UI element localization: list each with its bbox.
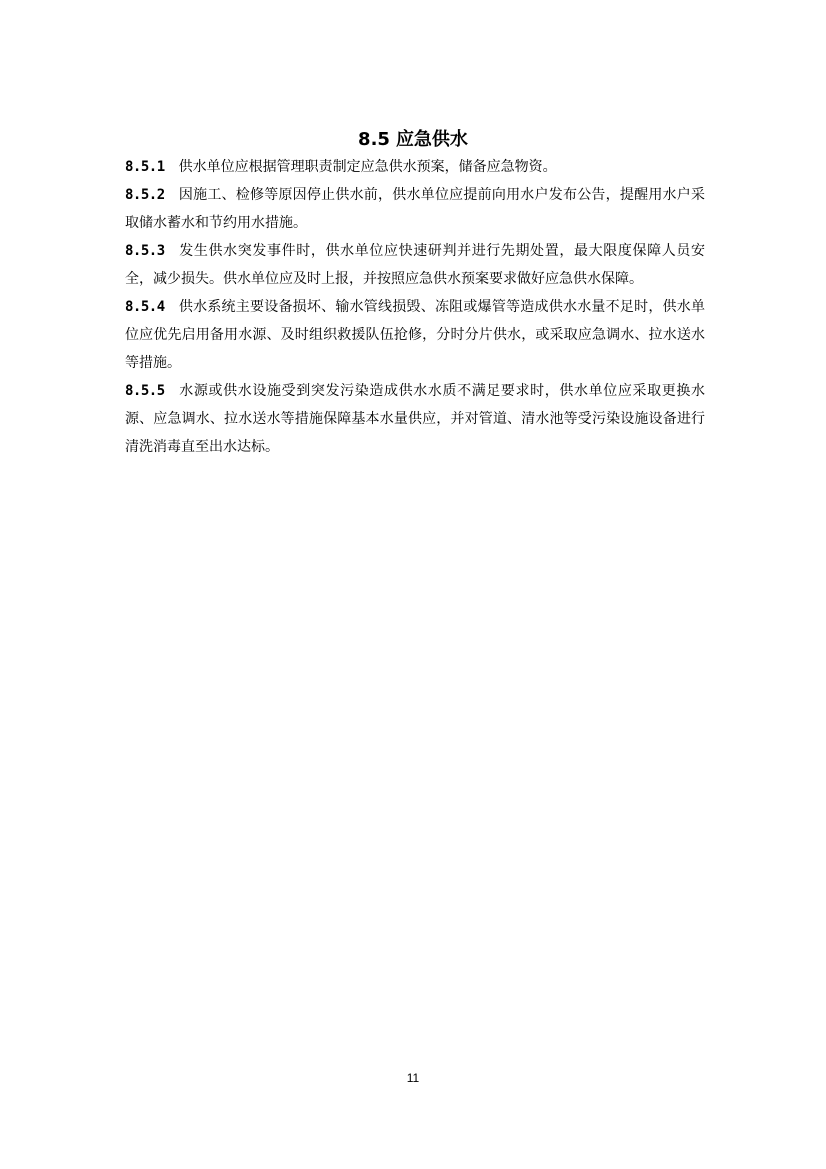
clause-8-5-2 bbox=[125, 181, 705, 237]
page-number: 11 bbox=[406, 1071, 420, 1085]
clause-text: 供水系统主要设备损坏、输水管线损毁、冻阻或爆管等造成供水水量不足时，供水单位应优先启用备用水源、及时组织救援队伍抢修，分时分片供水，或采取应急调水、拉水送水等措施。 bbox=[125, 299, 705, 371]
clause-number: 8.5.1 bbox=[125, 159, 165, 175]
clause-text: 水源或供水设施受到突发污染造成供水水质不满足要求时，供水单位应采取更换水源、应急调水、拉水送水等措施保障基本水量供应，并对管道、清水池等受污染设施设备进行清洗消毒直至出水达标。 bbox=[125, 383, 705, 455]
clause-8-5-3 bbox=[125, 237, 705, 293]
clause-number: 8.5.3 bbox=[125, 243, 165, 259]
clause-text: 因施工、检修等原因停止供水前，供水单位应提前向用水户发布公告，提醒用水户采取储水蓄水和节约用水措施。 bbox=[125, 187, 705, 231]
clause-8-5-4 bbox=[125, 293, 705, 377]
section-body bbox=[125, 153, 705, 461]
clause-number: 8.5.5 bbox=[125, 383, 165, 399]
section-heading bbox=[0, 127, 826, 153]
clause-8-5-1 bbox=[125, 153, 705, 181]
section-title-text: 应急供水 bbox=[395, 128, 468, 150]
clause-8-5-5 bbox=[125, 377, 705, 461]
clause-text: 供水单位应根据管理职责制定应急供水预案，储备应急物资。 bbox=[178, 159, 557, 175]
clause-number: 8.5.4 bbox=[125, 299, 165, 315]
clause-number: 8.5.2 bbox=[125, 187, 165, 203]
clause-text: 发生供水突发事件时，供水单位应快速研判并进行先期处置，最大限度保障人员安全，减少损失。供水单位应及时上报，并按照应急供水预案要求做好应急供水保障。 bbox=[125, 243, 705, 287]
section-number: 8.5 bbox=[358, 128, 390, 150]
